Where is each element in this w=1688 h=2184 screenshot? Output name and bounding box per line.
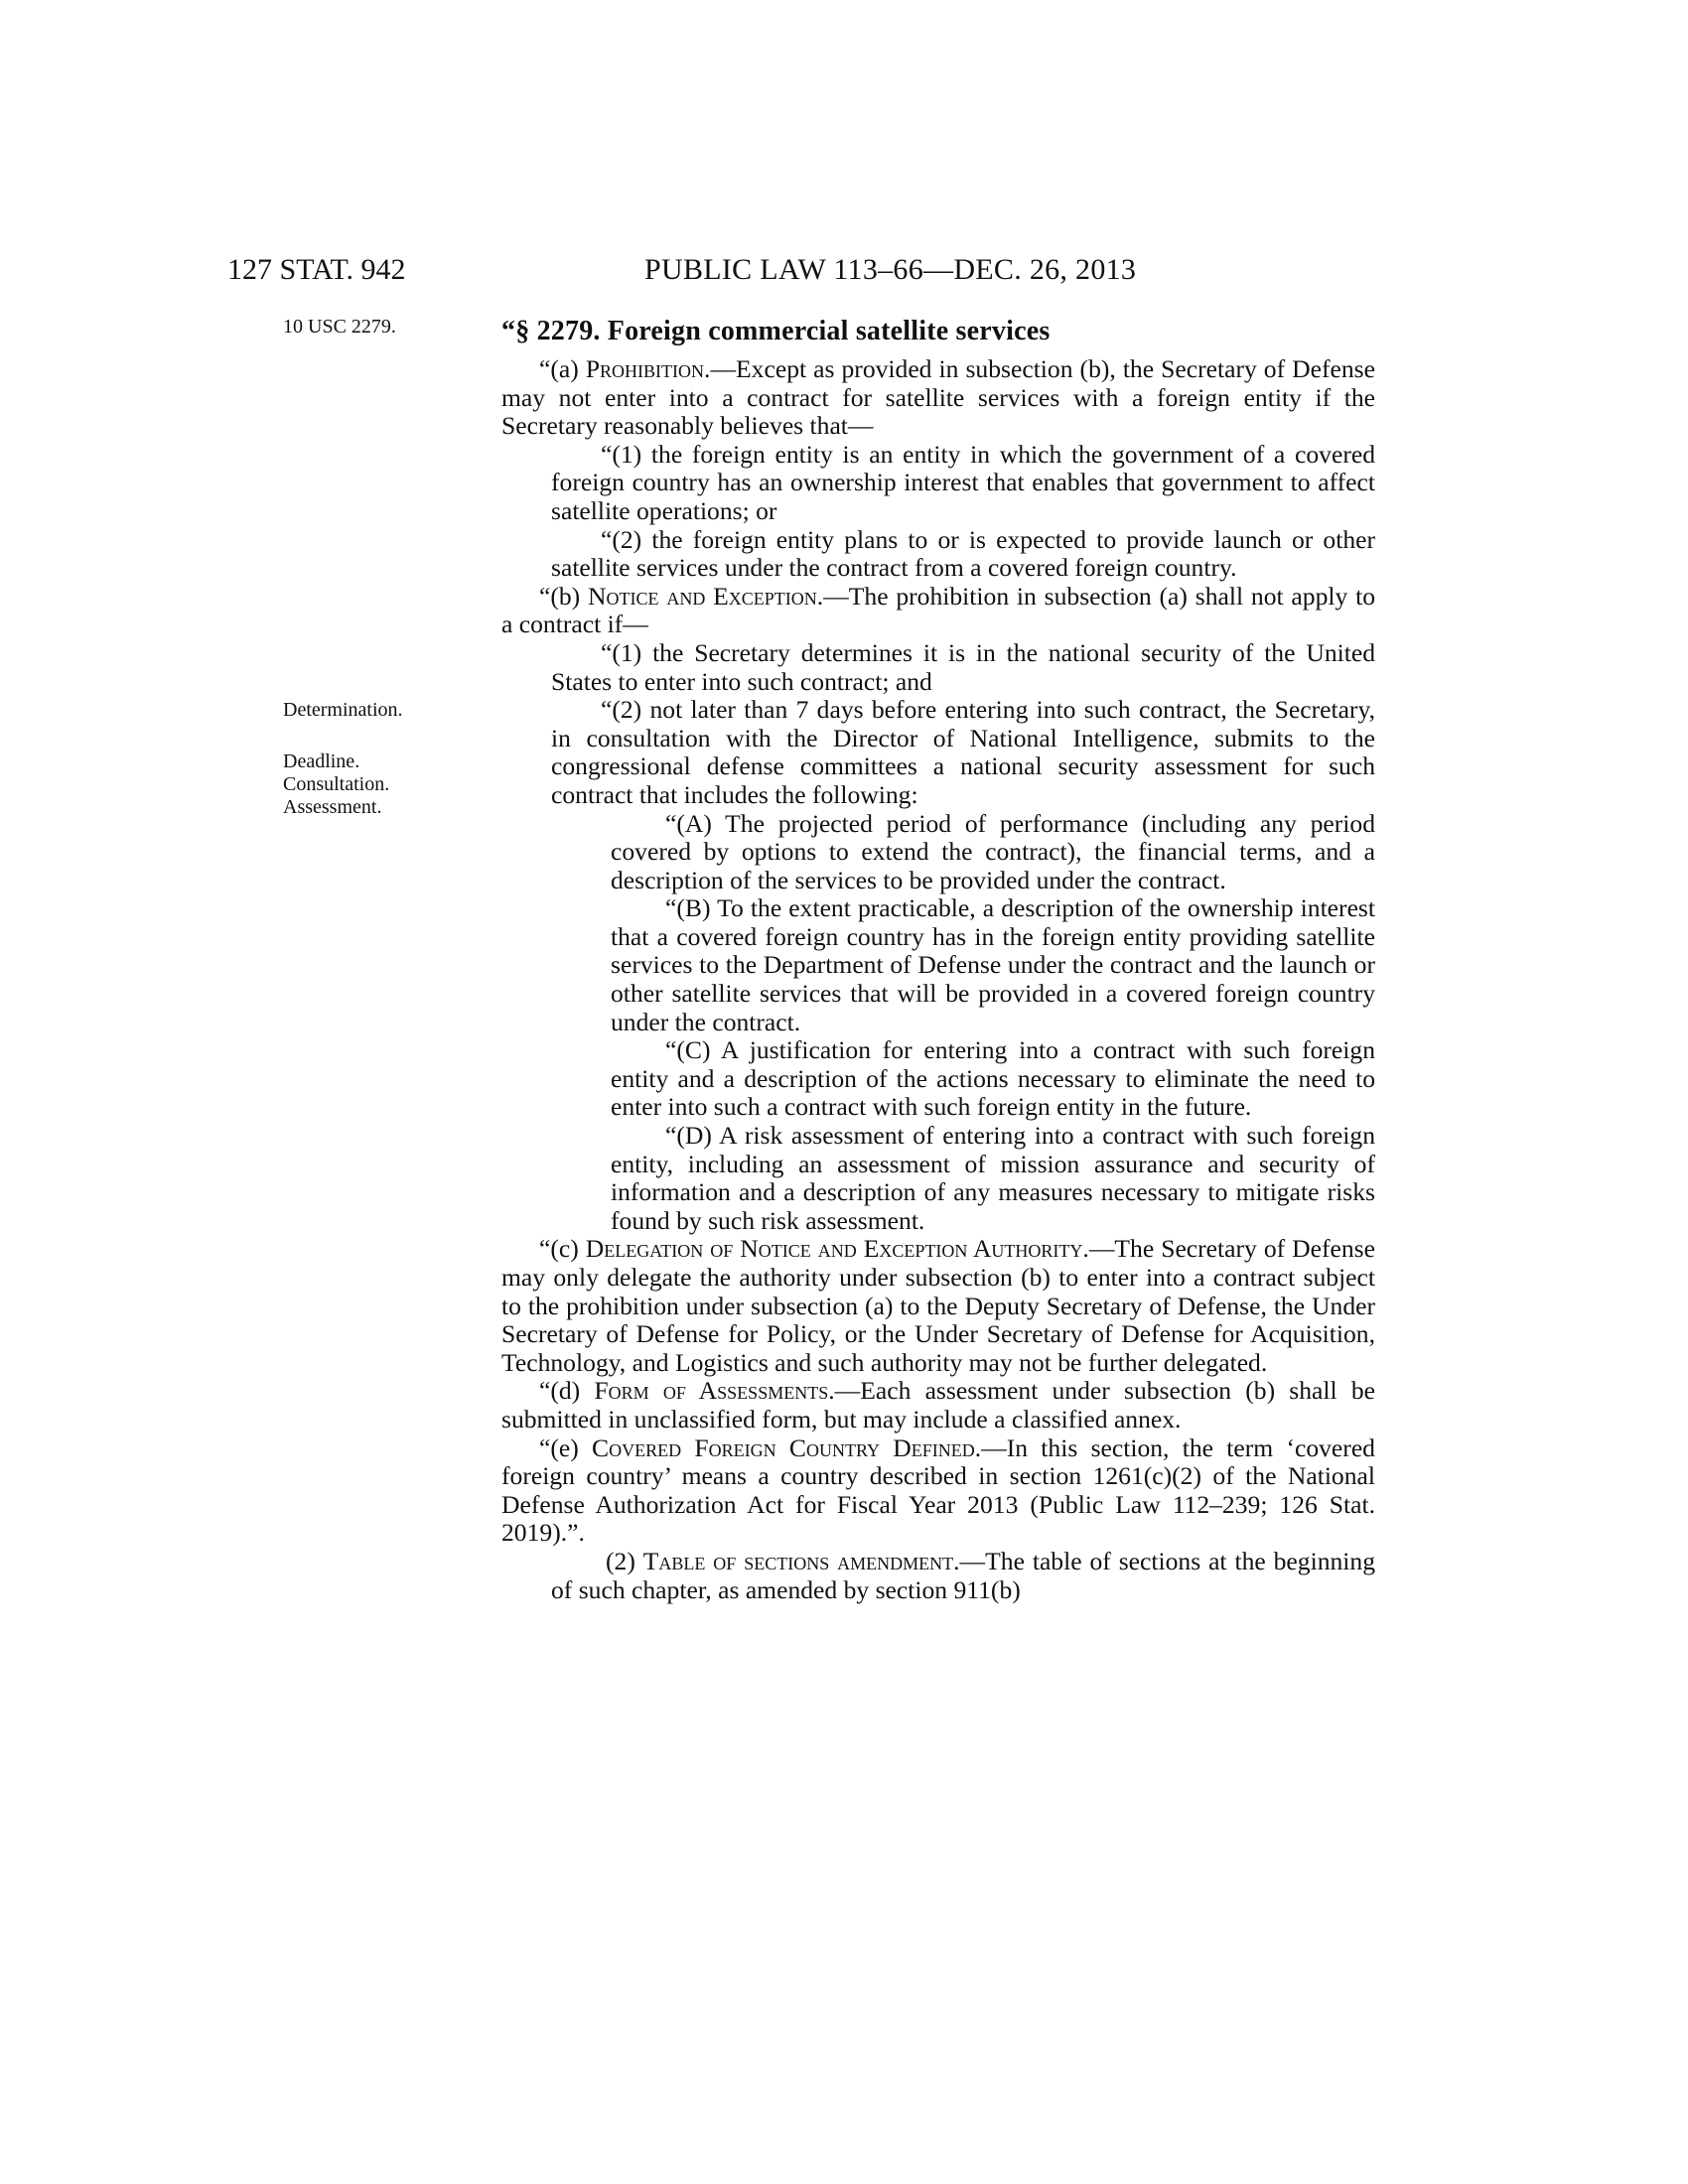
subsection-b-caption: Notice and Exception xyxy=(588,581,817,611)
deadline-note: Deadline. xyxy=(283,751,360,772)
section-heading: “§ 2279. Foreign commercial satellite services xyxy=(501,316,1051,346)
paragraph-b2: “(2) not later than 7 days before entering into such contract, the Secretary, in consultation with the Director of National Intelligence, submits to the congressional defense committees a national security assessment for such contract that includes the following: xyxy=(551,695,1375,809)
margin-note-group xyxy=(283,751,462,819)
section-body xyxy=(501,355,1375,1604)
subparagraph-bA: “(A) The projected period of performance (including any period covered by options to extend the contract), the financial terms, and a description of the services to be provided under the contract. xyxy=(611,808,1375,894)
paragraph-2-caption: Table of sections amendment xyxy=(642,1546,954,1575)
subparagraph-bB: “(B) To the extent practicable, a description of the ownership interest that a covered foreign country has in the foreign entity providing satellite services to the Department of Defense under the contract and the launch or other satellite services that will be provided in a covered foreign country under the contract. xyxy=(611,893,1375,1036)
subsection-c: “(c) Delegation of Notice and Exception Authority.—The Secretary of Defense may only delegate the authority under subsection (b) to enter into a contract subject to the prohibition under subsection (a) to the Deputy Secretary of Defense, the Under Secretary of Defense for Policy, or the Under Secretary of Defense for Acquisition, Technology, and Logistics and such authority may not be further delegated. xyxy=(501,1234,1375,1377)
paragraph-a2: “(2) the foreign entity plans to or is expected to provide launch or other satellite services under the contract from a covered foreign country. xyxy=(551,524,1375,583)
subparagraph-bC: “(C) A justification for entering into a contract with such foreign entity and a description of the actions necessary to eliminate the need to enter into such a contract with such foreign entity in the future. xyxy=(611,1035,1375,1122)
subsection-d: “(d) Form of Assessments.—Each assessment under subsection (b) shall be submitted in unclassified form, but may include a classified annex. xyxy=(501,1376,1375,1433)
statute-reference: 127 STAT. 942 xyxy=(227,253,406,286)
margin-note-usc xyxy=(283,316,462,339)
margin-note-determination xyxy=(283,699,462,722)
assessment-note: Assessment. xyxy=(283,796,382,818)
determination-note: Determination. xyxy=(283,699,403,721)
paragraph-2-table-of-sections: (2) Table of sections amendment.—The table of sections at the beginning of such chapter, as amended by section 911(b) xyxy=(551,1546,1375,1604)
public-law-title: PUBLIC LAW 113–66—DEC. 26, 2013 xyxy=(644,253,1137,286)
subparagraph-bD: “(D) A risk assessment of entering into a contract with such foreign entity, including an assessment of mission assurance and security of information and a description of any measures necessary to mitigate risks found by such risk assessment. xyxy=(611,1121,1375,1235)
subsection-a: “(a) Prohibition.—Except as provided in subsection (b), the Secretary of Defense may not enter into a contract for satellite services with a foreign entity if the Secretary reasonably believes that— xyxy=(501,354,1375,441)
paragraph-b1: “(1) the Secretary determines it is in the national security of the United States to enter into such contract; and xyxy=(551,637,1375,696)
paragraph-a1: “(1) the foreign entity is an entity in which the government of a covered foreign country has an ownership interest that enables that government to affect satellite operations; or xyxy=(551,439,1375,525)
subsection-d-caption: Form of Assessments xyxy=(594,1376,829,1406)
page-header xyxy=(227,250,1200,290)
subsection-e-caption: Covered Foreign Country Defined xyxy=(592,1433,975,1462)
subsection-b: “(b) Notice and Exception.—The prohibition in subsection (a) shall not apply to a contract if— xyxy=(501,581,1375,639)
subsection-a-caption: Prohibition xyxy=(585,354,705,383)
consultation-note: Consultation. xyxy=(283,773,390,795)
subsection-e: “(e) Covered Foreign Country Defined.—In this section, the term ‘covered foreign country’ means a country described in section 1261(c)(2) of the National Defense Authorization Act for Fiscal Year 2013 (Public Law 112–239; 126 Stat. 2019).”. xyxy=(501,1433,1375,1548)
usc-reference: 10 USC 2279. xyxy=(283,316,396,338)
subsection-c-caption: Delegation of Notice and Exception Authority xyxy=(585,1234,1083,1264)
